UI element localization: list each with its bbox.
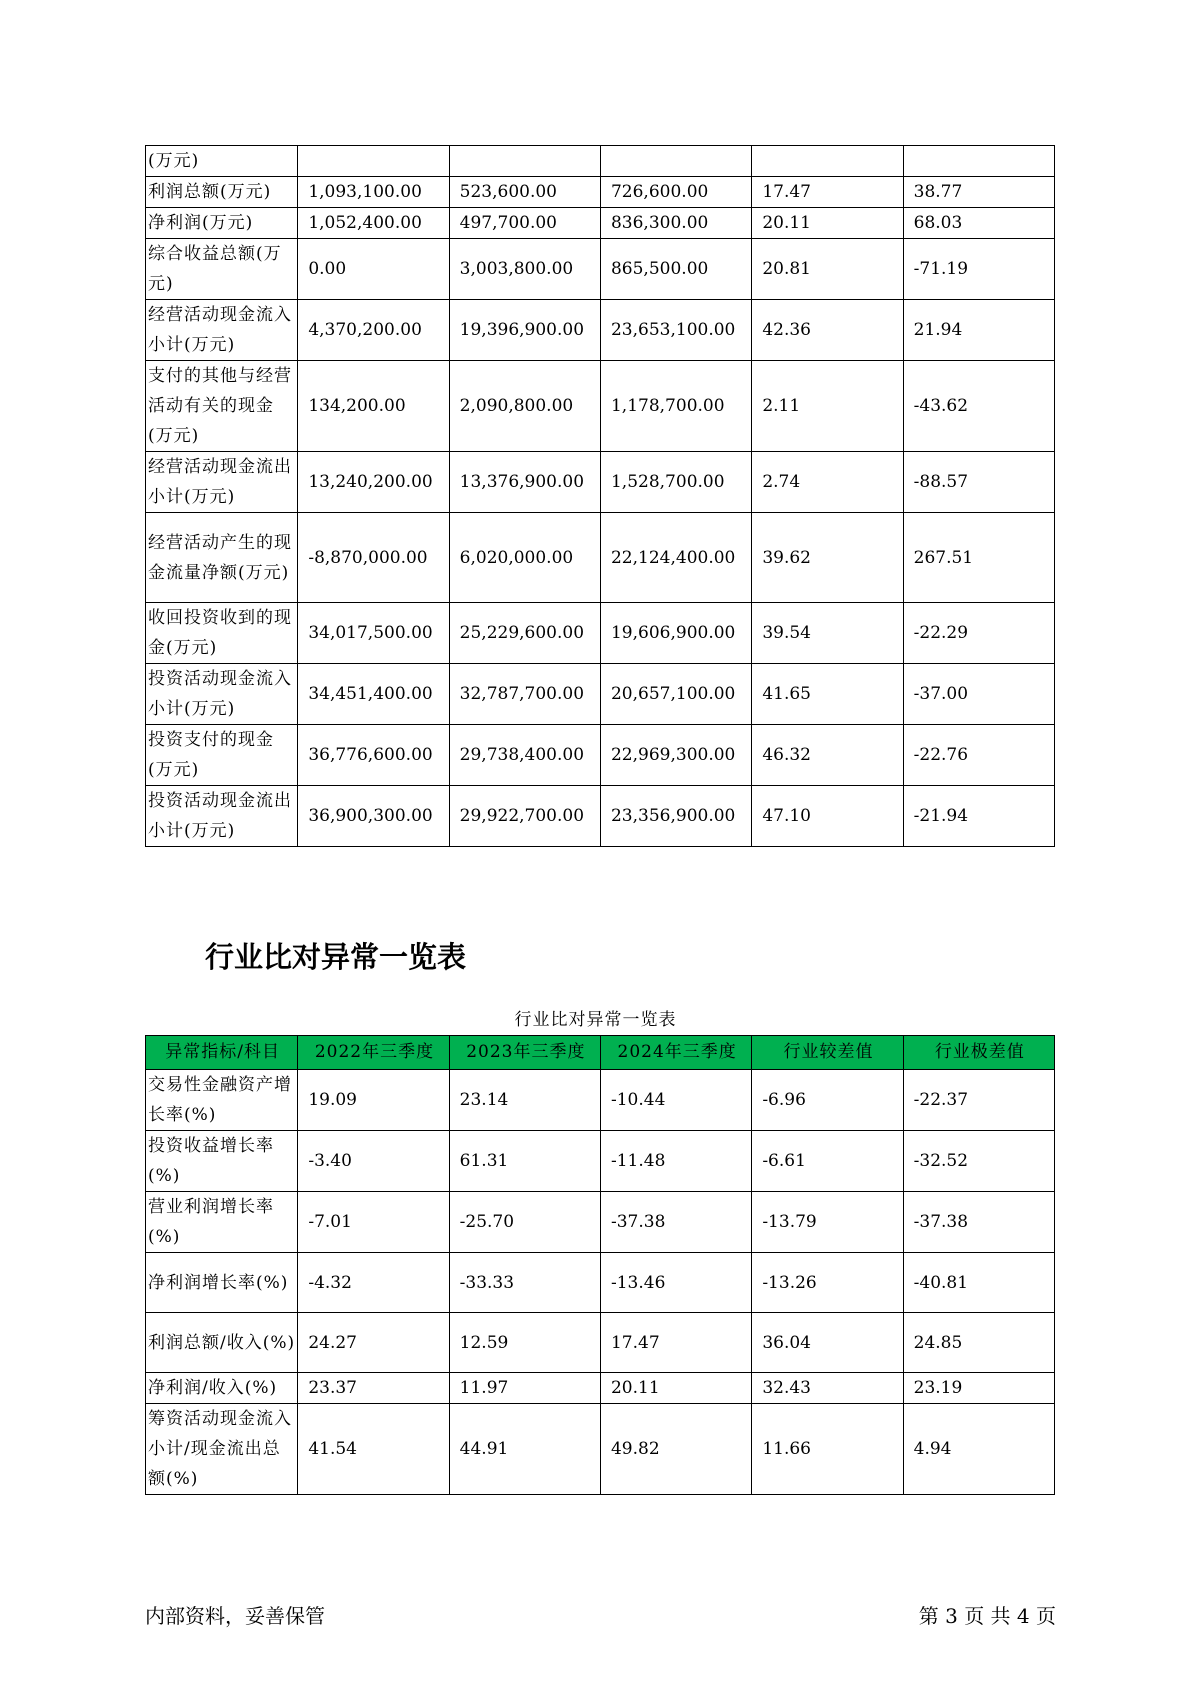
table-cell: 6,020,000.00 <box>449 513 600 603</box>
table-cell: 36,900,300.00 <box>298 786 449 847</box>
table-row <box>146 208 1055 239</box>
table-cell: 61.31 <box>449 1131 600 1192</box>
table-cell: 23,356,900.00 <box>600 786 751 847</box>
table-cell: 836,300.00 <box>600 208 751 239</box>
footer-page-number: 第 3 页 共 4 页 <box>918 1604 1056 1628</box>
table-row <box>146 603 1055 664</box>
row-label: 经营活动现金流出小计(万元) <box>146 452 298 513</box>
row-label: 利润总额/收入(%) <box>146 1313 298 1373</box>
table-cell: 46.32 <box>752 725 903 786</box>
table-cell: -21.94 <box>903 786 1054 847</box>
table-cell <box>752 146 903 177</box>
row-label: 经营活动现金流入小计(万元) <box>146 300 298 361</box>
table-cell: -88.57 <box>903 452 1054 513</box>
table-cell <box>298 146 449 177</box>
table-cell: -32.52 <box>903 1131 1054 1192</box>
table-cell: 0.00 <box>298 239 449 300</box>
row-label: 净利润(万元) <box>146 208 298 239</box>
table-row <box>146 361 1055 452</box>
table-cell: 20,657,100.00 <box>600 664 751 725</box>
row-label: 投资活动现金流入小计(万元) <box>146 664 298 725</box>
row-label: 净利润增长率(%) <box>146 1253 298 1313</box>
table-caption: 行业比对异常一览表 <box>514 1010 677 1030</box>
table-cell: 20.81 <box>752 239 903 300</box>
table-row <box>146 664 1055 725</box>
table-row <box>146 1373 1055 1404</box>
table-cell: 17.47 <box>752 177 903 208</box>
table-cell: 47.10 <box>752 786 903 847</box>
table-cell: -22.37 <box>903 1070 1054 1131</box>
table-cell: 17.47 <box>600 1313 751 1373</box>
header-2023q3: 2023年三季度 <box>449 1036 600 1070</box>
table-cell: 23,653,100.00 <box>600 300 751 361</box>
table-cell: -8,870,000.00 <box>298 513 449 603</box>
table-row <box>146 725 1055 786</box>
table-cell: 19,606,900.00 <box>600 603 751 664</box>
row-label: 净利润/收入(%) <box>146 1373 298 1404</box>
table-cell: -13.46 <box>600 1253 751 1313</box>
table-cell: -33.33 <box>449 1253 600 1313</box>
row-label: 经营活动产生的现金流量净额(万元) <box>146 513 298 603</box>
table-row <box>146 1192 1055 1253</box>
row-label: (万元) <box>146 146 298 177</box>
table-cell: 13,376,900.00 <box>449 452 600 513</box>
financial-data-table <box>145 145 1055 847</box>
table-cell: 24.85 <box>903 1313 1054 1373</box>
row-label: 利润总额(万元) <box>146 177 298 208</box>
table-row <box>146 1070 1055 1131</box>
table-cell <box>903 146 1054 177</box>
header-industry-extreme: 行业极差值 <box>903 1036 1054 1070</box>
table-cell: -4.32 <box>298 1253 449 1313</box>
table-cell: 20.11 <box>600 1373 751 1404</box>
table-cell: 4.94 <box>903 1404 1054 1495</box>
table-cell: 3,003,800.00 <box>449 239 600 300</box>
table-cell: 726,600.00 <box>600 177 751 208</box>
table-cell: 1,528,700.00 <box>600 452 751 513</box>
table-cell: 41.54 <box>298 1404 449 1495</box>
table-cell: 21.94 <box>903 300 1054 361</box>
table-cell: 13,240,200.00 <box>298 452 449 513</box>
header-2024q3: 2024年三季度 <box>600 1036 751 1070</box>
table-cell: 22,969,300.00 <box>600 725 751 786</box>
row-label: 交易性金融资产增长率(%) <box>146 1070 298 1131</box>
table-cell: 32.43 <box>752 1373 903 1404</box>
row-label: 投资支付的现金(万元) <box>146 725 298 786</box>
row-label: 综合收益总额(万元) <box>146 239 298 300</box>
table-cell: -3.40 <box>298 1131 449 1192</box>
table-cell: -37.38 <box>903 1192 1054 1253</box>
table-cell: 36.04 <box>752 1313 903 1373</box>
table-row <box>146 786 1055 847</box>
table-cell: 38.77 <box>903 177 1054 208</box>
table-row <box>146 239 1055 300</box>
table-cell: 12.59 <box>449 1313 600 1373</box>
table-cell: -43.62 <box>903 361 1054 452</box>
table-cell: 24.27 <box>298 1313 449 1373</box>
table-cell: -13.26 <box>752 1253 903 1313</box>
table-cell: 23.14 <box>449 1070 600 1131</box>
row-label: 投资活动现金流出小计(万元) <box>146 786 298 847</box>
table-cell: 20.11 <box>752 208 903 239</box>
table-cell: 68.03 <box>903 208 1054 239</box>
table-cell: 11.66 <box>752 1404 903 1495</box>
table-row <box>146 1253 1055 1313</box>
table-cell: 25,229,600.00 <box>449 603 600 664</box>
table-cell: -40.81 <box>903 1253 1054 1313</box>
table-row <box>146 452 1055 513</box>
table-cell <box>600 146 751 177</box>
table-cell: -6.96 <box>752 1070 903 1131</box>
table-row <box>146 177 1055 208</box>
table-cell: 29,738,400.00 <box>449 725 600 786</box>
table-cell: -71.19 <box>903 239 1054 300</box>
table-cell: 41.65 <box>752 664 903 725</box>
row-label: 营业利润增长率(%) <box>146 1192 298 1253</box>
table-cell: -22.29 <box>903 603 1054 664</box>
table-cell: 32,787,700.00 <box>449 664 600 725</box>
table-cell: 23.37 <box>298 1373 449 1404</box>
row-label: 投资收益增长率(%) <box>146 1131 298 1192</box>
header-industry-worse: 行业较差值 <box>752 1036 903 1070</box>
table-cell: 36,776,600.00 <box>298 725 449 786</box>
table-cell: -6.61 <box>752 1131 903 1192</box>
table-cell <box>449 146 600 177</box>
table-cell: 49.82 <box>600 1404 751 1495</box>
table-row <box>146 1404 1055 1495</box>
table-row <box>146 1313 1055 1373</box>
table-cell: -22.76 <box>903 725 1054 786</box>
row-label: 支付的其他与经营活动有关的现金(万元) <box>146 361 298 452</box>
table-cell: -37.38 <box>600 1192 751 1253</box>
row-label: 收回投资收到的现金(万元) <box>146 603 298 664</box>
table-cell: -13.79 <box>752 1192 903 1253</box>
table-cell: -37.00 <box>903 664 1054 725</box>
table-cell: 34,451,400.00 <box>298 664 449 725</box>
table-cell: -7.01 <box>298 1192 449 1253</box>
table-cell: 39.54 <box>752 603 903 664</box>
financial-table-body <box>146 146 1055 847</box>
table-cell: 267.51 <box>903 513 1054 603</box>
table-cell: 23.19 <box>903 1373 1054 1404</box>
section-title: 行业比对异常一览表 <box>205 940 467 974</box>
table-cell: 34,017,500.00 <box>298 603 449 664</box>
table-row <box>146 513 1055 603</box>
table-cell: 523,600.00 <box>449 177 600 208</box>
table-cell: 39.62 <box>752 513 903 603</box>
table-cell: 134,200.00 <box>298 361 449 452</box>
table-cell: -10.44 <box>600 1070 751 1131</box>
table-cell: 2.74 <box>752 452 903 513</box>
row-label: 筹资活动现金流入小计/现金流出总额(%) <box>146 1404 298 1495</box>
table-header-row <box>146 1036 1055 1070</box>
header-2022q3: 2022年三季度 <box>298 1036 449 1070</box>
industry-anomaly-table <box>145 1035 1055 1495</box>
table-cell: 1,093,100.00 <box>298 177 449 208</box>
table-row <box>146 1131 1055 1192</box>
anomaly-table-body <box>146 1070 1055 1495</box>
table-cell: -11.48 <box>600 1131 751 1192</box>
table-cell: 44.91 <box>449 1404 600 1495</box>
table-row <box>146 300 1055 361</box>
header-indicator: 异常指标/科目 <box>146 1036 298 1070</box>
table-cell: 1,178,700.00 <box>600 361 751 452</box>
table-cell: 22,124,400.00 <box>600 513 751 603</box>
table-cell: 19,396,900.00 <box>449 300 600 361</box>
table-cell: 29,922,700.00 <box>449 786 600 847</box>
table-cell: 42.36 <box>752 300 903 361</box>
table-cell: 11.97 <box>449 1373 600 1404</box>
table-cell: -25.70 <box>449 1192 600 1253</box>
table-cell: 4,370,200.00 <box>298 300 449 361</box>
table-cell: 1,052,400.00 <box>298 208 449 239</box>
footer-confidential-note: 内部资料，妥善保管 <box>145 1604 325 1628</box>
table-cell: 865,500.00 <box>600 239 751 300</box>
table-row <box>146 146 1055 177</box>
table-cell: 2.11 <box>752 361 903 452</box>
table-cell: 2,090,800.00 <box>449 361 600 452</box>
table-cell: 19.09 <box>298 1070 449 1131</box>
table-cell: 497,700.00 <box>449 208 600 239</box>
